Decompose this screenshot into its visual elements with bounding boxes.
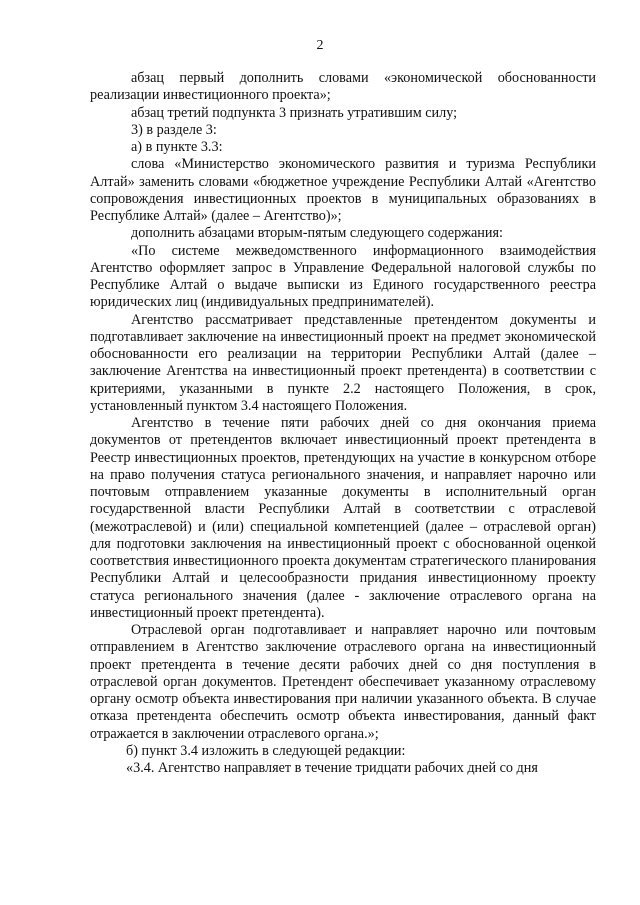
paragraph-7: «По системе межведомственного информационного взаимодействия Агентство оформляет запрос в Управление Федеральной налоговой службы по Республике Алтай о выдаче выписки из Единого государственного реестра юридических лиц (индивидуальных предпринимателей). <box>90 242 596 311</box>
paragraph-8: Агентство рассматривает представленные претендентом документы и подготавливает заключение на инвестиционный проект на предмет экономической обоснованности его реализации на территории Республики Алтай (далее – заключение Агентства на инвестиционный проект претендента) в соответствии с критериями, указанными в пункте 2.2 настоящего Положения, в срок, установленный пунктом 3.4 настоящего Положения. <box>90 311 596 414</box>
paragraph-6: дополнить абзацами вторым-пятым следующего содержания: <box>131 225 503 242</box>
page-number: 2 <box>316 38 324 53</box>
paragraph-5: слова «Министерство экономического развития и туризма Республики Алтай» заменить словами «бюджетное учреждение Республики Алтай «Агентство сопровождения инвестиционных проектов в муниципальных образованиях в Республике Алтай» (далее – Агентство)»; <box>90 156 596 224</box>
paragraph-9: Агентство в течение пяти рабочих дней со дня окончания приема документов от претендентов включает инвестиционный проект претендента в Реестр инвестиционных проектов, претендующих на участие в конкурсном отборе на право получения статуса регионального значения, и направляет нарочно или почтовым отправлением указанные документы в исполнительный орган государственной власти Республики Алтай в соответствии с отраслевой (межотраслевой) и (или) специальной компетенцией (далее – отраслевой орган) для подготовки заключения на инвестиционный проект с обоснованной оценкой соответствия инвестиционного проекта документам стратегического планирования Республики Алтай и целесообразности придания инвестиционному проекту статуса регионального значения (далее - заключение отраслевого органа на инвестиционный проект претендента). <box>90 415 596 621</box>
paragraph-12: «3.4. Агентство направляет в течение тридцати рабочих дней со дня <box>126 760 538 776</box>
paragraph-2: абзац третий подпункта 3 признать утратившим силу; <box>131 104 458 121</box>
paragraph-11: б) пункт 3.4 изложить в следующей редакции: <box>126 742 406 759</box>
document-body <box>90 70 596 777</box>
paragraph-3: 3) в разделе 3: <box>131 121 217 138</box>
paragraph-10: Отраслевой орган подготавливает и направляет нарочно или почтовым отправлением в Агентство заключение отраслевого органа на инвестиционный проект претендента в течение десяти рабочих дней со дня поступления в отраслевой орган документов. Претендент обеспечивает указанному отраслевому органу осмотр объекта инвестирования при наличии указанного объекта. В случае отказа претендента обеспечить осмотр объекта инвестирования, данный факт отражается в заключении отраслевого органа.»; <box>90 622 596 742</box>
paragraph-4: а) в пункте 3.3: <box>131 139 223 155</box>
paragraph-1: абзац первый дополнить словами «экономической обоснованности реализации инвестиционного проекта»; <box>90 70 596 104</box>
